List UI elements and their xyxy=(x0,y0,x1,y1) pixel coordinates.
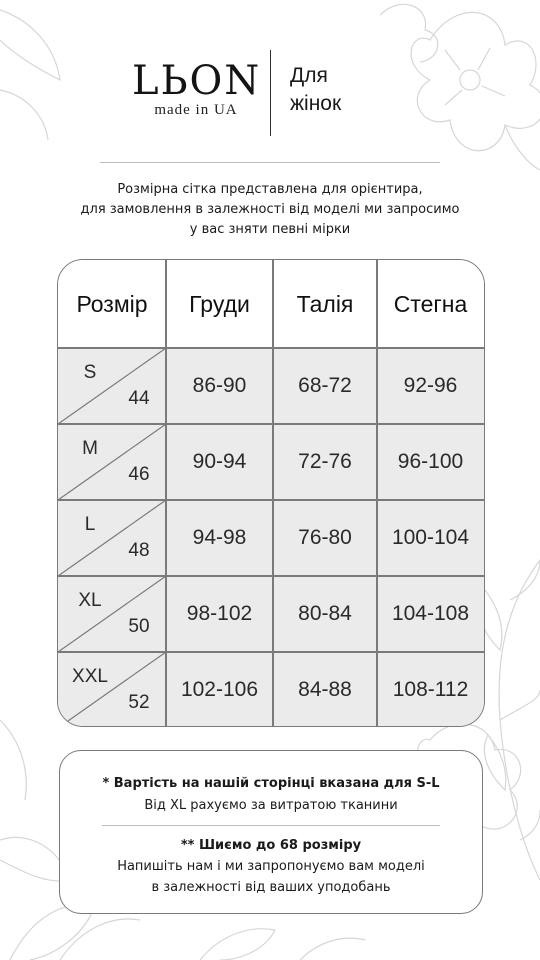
size-number: 52 xyxy=(128,692,150,713)
size-cell xyxy=(58,576,166,652)
table-row xyxy=(58,652,484,727)
waist-value: 68-72 xyxy=(298,374,352,397)
brand-tagline: made in UA xyxy=(154,102,238,118)
header-divider xyxy=(270,50,271,136)
row-divider xyxy=(58,423,484,425)
audience-line-2: жінок xyxy=(290,92,342,115)
row-divider xyxy=(58,575,484,577)
table-header xyxy=(58,260,484,348)
waist-value: 72-76 xyxy=(298,450,352,473)
intro-line-3: у вас зняти певні мірки xyxy=(189,222,351,237)
header xyxy=(0,50,540,140)
chest-value: 98-102 xyxy=(186,602,253,625)
hips-value: 92-96 xyxy=(403,374,458,397)
column-divider xyxy=(376,260,378,726)
notes-box xyxy=(59,750,483,914)
chest-value: 86-90 xyxy=(192,374,247,397)
chest-value: 90-94 xyxy=(192,450,247,473)
note-pricing-text: Від XL рахуємо за витратою тканини xyxy=(144,798,398,813)
size-letter: XXL xyxy=(72,666,108,687)
audience-line-1: Для xyxy=(290,64,328,87)
size-cell xyxy=(58,500,166,576)
hips-value: 96-100 xyxy=(397,450,464,473)
intro-line-2: для замовлення в залежності від моделі ми запросимо xyxy=(80,202,460,217)
row-divider xyxy=(58,651,484,653)
table-row xyxy=(58,348,484,424)
brand-logo: LЬON xyxy=(132,58,262,104)
audience-label xyxy=(290,62,410,118)
size-number: 48 xyxy=(128,540,150,561)
chest-value: 102-106 xyxy=(180,678,259,701)
header-separator xyxy=(100,162,440,163)
hips-value: 100-104 xyxy=(391,526,470,549)
column-divider xyxy=(165,260,167,726)
size-letter: S xyxy=(83,362,97,383)
size-cell xyxy=(58,424,166,500)
table-row xyxy=(58,424,484,500)
waist-value: 84-88 xyxy=(298,678,352,701)
table-row xyxy=(58,500,484,576)
size-number: 50 xyxy=(128,616,150,637)
diagonal-divider xyxy=(58,424,166,500)
header-waist: Талія xyxy=(296,290,354,317)
waist-value: 80-84 xyxy=(298,602,352,625)
hips-value: 108-112 xyxy=(392,678,469,701)
row-divider xyxy=(58,347,484,349)
diagonal-divider xyxy=(58,348,166,424)
size-letter: L xyxy=(84,514,96,535)
notes-divider xyxy=(102,825,440,826)
header-hips: Стегна xyxy=(393,290,468,317)
note-sizes-line-2: в залежності від ваших уподобань xyxy=(151,880,391,895)
note-sizes xyxy=(60,835,482,898)
header-chest: Груди xyxy=(189,290,250,317)
row-divider xyxy=(58,499,484,501)
size-cell xyxy=(58,348,166,424)
diagonal-divider xyxy=(58,652,166,727)
size-letter: XL xyxy=(78,590,102,611)
chest-value: 94-98 xyxy=(192,526,247,549)
diagonal-divider xyxy=(58,500,166,576)
size-letter: M xyxy=(82,438,98,459)
note-pricing-title: * Вартість на нашій сторінці вказана для S-L xyxy=(102,776,440,791)
column-divider xyxy=(272,260,274,726)
table-row xyxy=(58,576,484,652)
waist-value: 76-80 xyxy=(298,526,352,549)
diagonal-divider xyxy=(58,576,166,652)
note-sizes-title: ** Шиємо до 68 розміру xyxy=(180,838,362,853)
size-table xyxy=(57,259,485,727)
intro-text xyxy=(40,180,500,240)
size-number: 46 xyxy=(128,464,150,485)
hips-value: 104-108 xyxy=(391,602,470,625)
header-size: Розмір xyxy=(76,290,148,317)
note-pricing xyxy=(60,773,482,817)
note-sizes-line-1: Напишіть нам і ми запропонуємо вам моделі xyxy=(117,859,425,874)
size-cell xyxy=(58,652,166,727)
intro-line-1: Розмірна сітка представлена для орієнтира, xyxy=(117,182,423,197)
size-number: 44 xyxy=(128,388,150,409)
